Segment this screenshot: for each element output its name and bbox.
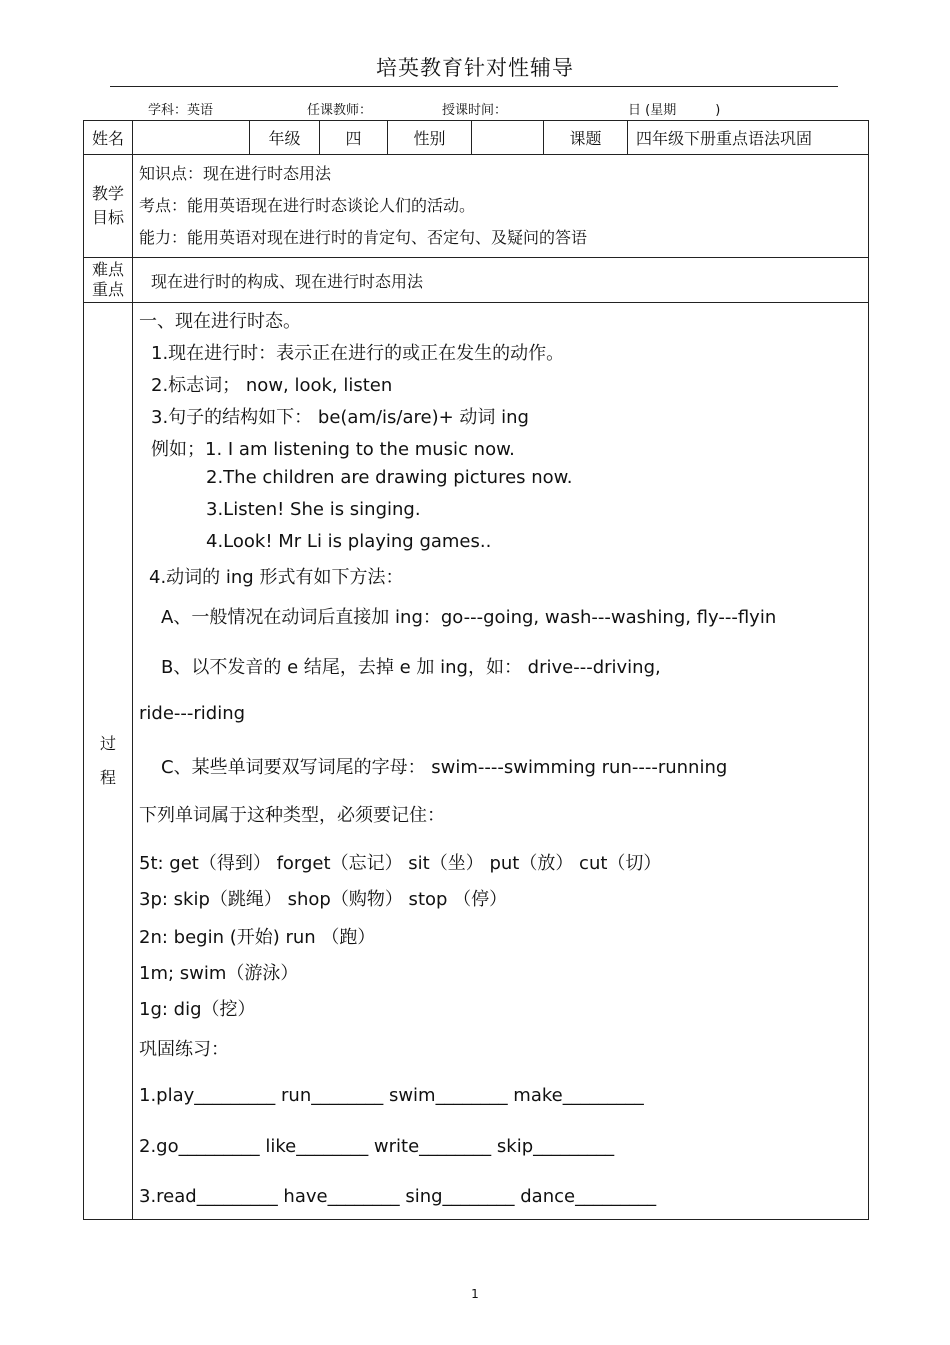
- focus-row: [84, 258, 869, 303]
- process-line: 3p: skip（跳绳） shop（购物） stop （停）: [139, 889, 508, 910]
- exercise-line: 3.read_________ have________ sing________ dance_________: [139, 1186, 657, 1207]
- process-line: 5t: get（得到） forget（忘记） sit（坐） put（放） cut（切）: [139, 853, 662, 874]
- page-number: 1: [471, 1287, 479, 1301]
- goals-label-line: 目标: [91, 208, 124, 227]
- process-label: [84, 303, 133, 1220]
- meta-subject: 学科：英语: [148, 103, 214, 118]
- gender-label: 性别: [388, 121, 472, 155]
- process-line: 3.Listen! She is singing.: [206, 499, 421, 520]
- process-line: 3.句子的结构如下： be(am/is/are)+ 动词 ing: [151, 407, 529, 428]
- process-row: [84, 303, 869, 1220]
- goals-content: [133, 155, 869, 258]
- process-line: 例如；1. I am listening to the music now.: [151, 439, 515, 460]
- title-divider: [110, 86, 838, 87]
- goals-label-line: 教学: [91, 184, 124, 203]
- process-line: C、某些单词要双写词尾的字母： swim----swimming run----running: [161, 757, 728, 778]
- focus-label-line: 难点: [91, 260, 124, 279]
- process-line: 1m; swim（游泳）: [139, 963, 299, 984]
- process-line: ride---riding: [139, 703, 246, 724]
- process-line: 下列单词属于这种类型，必须要记住：: [139, 805, 445, 826]
- process-line: B、以不发音的 e 结尾，去掉 e 加 ing，如： drive---driving,: [161, 657, 661, 678]
- exercise-line: 1.play_________ run________ swim________ make_________: [139, 1085, 644, 1106]
- exercise-line: 2.go_________ like________ write________ skip_________: [139, 1136, 615, 1157]
- process-line: 2n: begin (开始) run （跑）: [139, 927, 376, 948]
- meta-time: 授课时间：: [442, 103, 508, 118]
- name-label: 姓名: [84, 121, 133, 155]
- process-line: A、一般情况在动词后直接加 ing：go---going, wash---washing, fly---flyin: [161, 607, 777, 628]
- topic-label: 课题: [544, 121, 628, 155]
- process-label-line: 过: [99, 734, 116, 753]
- page-title: 培英教育针对性辅导: [376, 56, 574, 80]
- goals-row: [84, 155, 869, 258]
- goals-label: [84, 155, 133, 258]
- name-value: [133, 121, 250, 155]
- process-content: [133, 303, 869, 1220]
- grade-label: 年级: [250, 121, 320, 155]
- focus-content: 现在进行时的构成、现在进行时态用法: [133, 258, 869, 303]
- topic-value: 四年级下册重点语法巩固: [628, 121, 869, 155]
- gender-value: [472, 121, 544, 155]
- meta-weekday: 日 (星期 ): [628, 103, 721, 118]
- goal-line: 考点：能用英语现在进行时态谈论人们的活动。: [139, 196, 476, 215]
- goal-line: 能力：能用英语对现在进行时的肯定句、否定句、及疑问的答语: [139, 228, 588, 247]
- process-line: 一、现在进行时态。: [139, 311, 301, 332]
- goal-line: 知识点：现在进行时态用法: [139, 164, 332, 183]
- process-line: 2.The children are drawing pictures now.: [206, 467, 573, 488]
- process-line: 2.标志词； now, look, listen: [151, 375, 393, 396]
- process-line: 巩固练习：: [139, 1039, 229, 1060]
- meta-teacher: 任课教师：: [307, 103, 373, 118]
- process-line: 4.Look! Mr Li is playing games..: [206, 531, 492, 552]
- info-row: [84, 121, 869, 155]
- process-line: 1g: dig（挖）: [139, 999, 256, 1020]
- lesson-table: [83, 120, 869, 1220]
- process-line: 1.现在进行时：表示正在进行的或正在发生的动作。: [151, 343, 565, 364]
- grade-value: 四: [320, 121, 388, 155]
- process-label-line: 程: [99, 768, 116, 787]
- focus-label: [84, 258, 133, 303]
- focus-label-line: 重点: [91, 280, 124, 299]
- process-line: 4.动词的 ing 形式有如下方法：: [149, 567, 404, 588]
